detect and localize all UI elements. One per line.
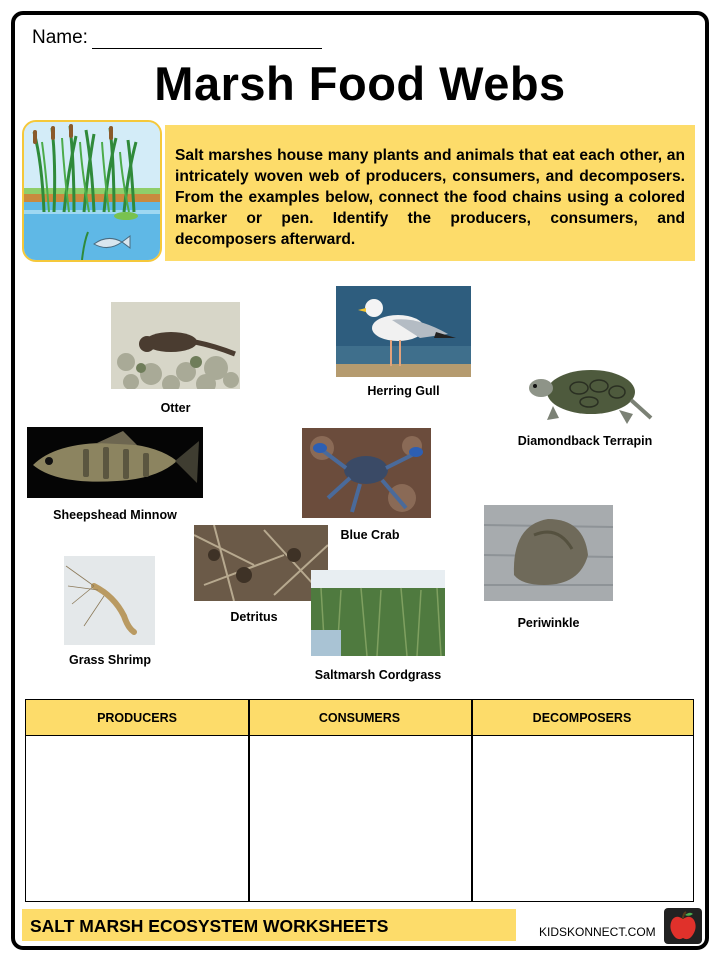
minnow-photo (27, 427, 203, 498)
decomposers-header: DECOMPOSERS (471, 700, 693, 736)
producers-header: PRODUCERS (26, 700, 248, 736)
cordgrass-photo (311, 570, 445, 656)
herring-gull-label: Herring Gull (367, 384, 440, 398)
decomposers-answer-cell[interactable] (472, 736, 693, 901)
name-field[interactable] (32, 27, 322, 49)
herring-gull-photo (336, 286, 471, 377)
page-title: Marsh Food Webs (154, 57, 566, 110)
producers-answer-cell[interactable] (26, 736, 248, 901)
classification-table (25, 699, 694, 902)
grass-shrimp-photo (64, 556, 155, 645)
minnow-label: Sheepshead Minnow (53, 508, 177, 522)
periwinkle-photo (484, 505, 613, 601)
blue-crab-photo (302, 428, 431, 518)
detritus-label: Detritus (230, 610, 278, 624)
terrapin-label: Diamondback Terrapin (517, 434, 653, 448)
grass-shrimp-label: Grass Shrimp (69, 653, 151, 667)
periwinkle-label: Periwinkle (517, 616, 580, 630)
blue-crab-label: Blue Crab (340, 528, 400, 542)
otter-label: Otter (160, 401, 191, 415)
terrapin-photo (519, 358, 655, 426)
marsh-illustration (22, 120, 162, 262)
site-url: KIDSKONNECT.COM (539, 925, 656, 939)
instructions-text: Salt marshes house many plants and animals that eat each other, an intricately woven web of producers, consumers, and decomposers. From the examples below, connect the food chains using a colored marker or pen. Identify the producers, consumers, and decomposers afterward. (165, 125, 695, 261)
consumers-answer-cell[interactable] (249, 736, 471, 901)
consumers-header: CONSUMERS (248, 700, 471, 736)
apple-logo-icon (664, 908, 702, 944)
footer-title: SALT MARSH ECOSYSTEM WORKSHEETS (30, 916, 389, 936)
name-label: Name: (32, 27, 88, 48)
cordgrass-label: Saltmarsh Cordgrass (314, 668, 442, 682)
name-blank-line[interactable] (92, 30, 322, 49)
detritus-photo (194, 525, 328, 601)
otter-photo (111, 302, 240, 389)
